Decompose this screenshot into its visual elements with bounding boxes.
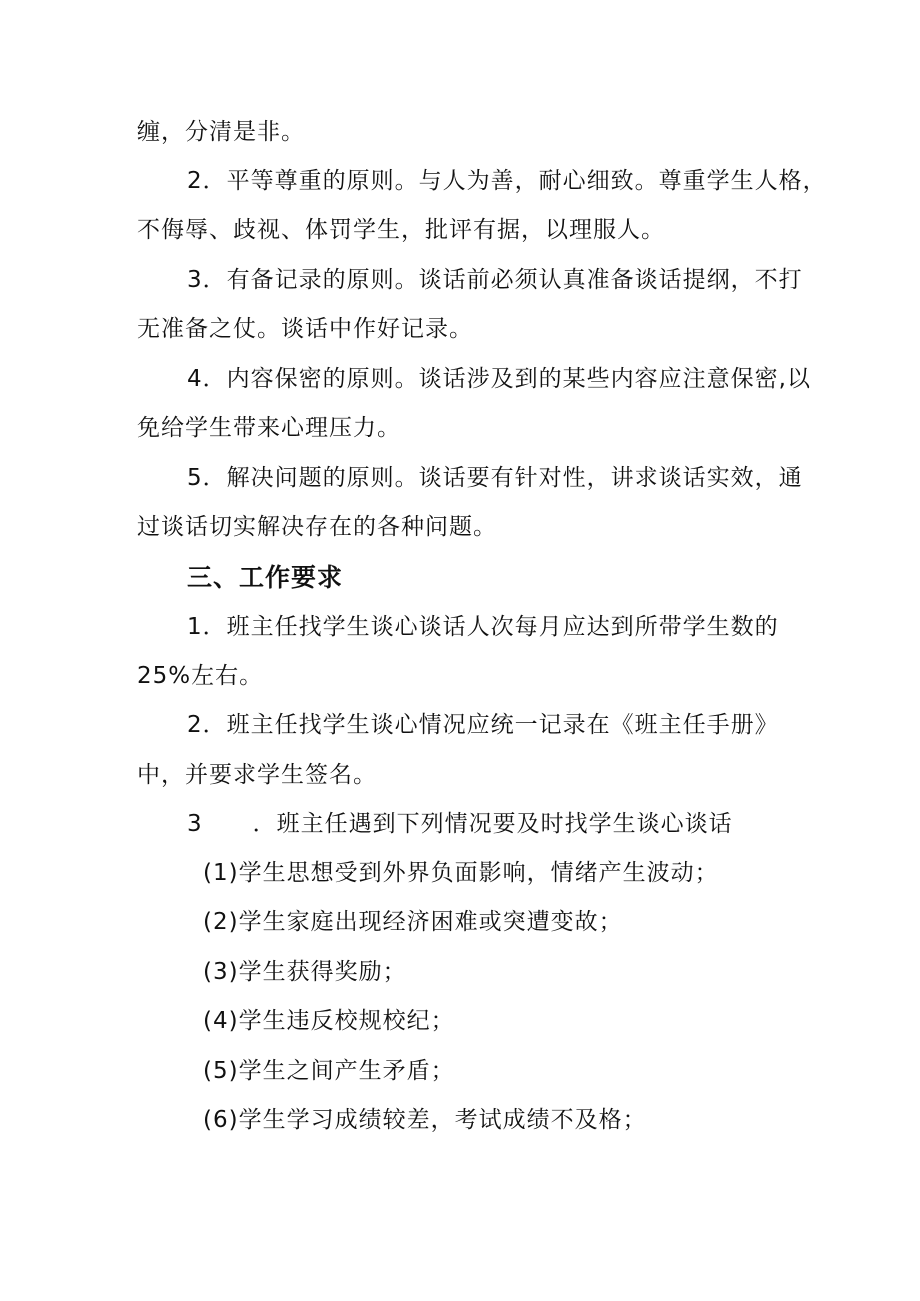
- principle-4: [187, 364, 811, 394]
- paragraph-line: 中，并要求学生签名。: [137, 762, 377, 788]
- principle-5: [187, 463, 803, 493]
- paragraph-line: 无准备之仗。谈话中作好记录。: [137, 316, 473, 342]
- list-item: (5)学生之间产生矛盾；: [203, 1058, 455, 1084]
- paragraph-text: ．解决问题的原则。谈话要有针对性，讲求谈话实效，通: [202, 465, 803, 491]
- paragraph-line: 免给学生带来心理压力。: [137, 415, 401, 441]
- list-number: 5: [187, 465, 203, 491]
- principle-3: [187, 265, 803, 295]
- requirement-2: [187, 710, 779, 740]
- list-number: 3: [187, 267, 203, 293]
- list-number: 1: [187, 614, 203, 640]
- paragraph-line: 过谈话切实解决存在的各种问题。: [137, 514, 497, 540]
- list-number: 3: [187, 811, 203, 837]
- paragraph-line: 25%左右。: [137, 663, 264, 689]
- list-item: (1)学生思想受到外界负面影响，情绪产生波动；: [203, 860, 719, 886]
- paragraph-text: ．班主任找学生谈心情况应统一记录在《班主任手册》: [202, 712, 779, 738]
- list-item: (6)学生学习成绩较差，考试成绩不及格；: [203, 1107, 647, 1133]
- requirement-1: [187, 612, 779, 642]
- paragraph-text: ．班主任找学生谈心谈话人次每月应达到所带学生数的: [202, 614, 779, 640]
- list-number: 2: [187, 712, 203, 738]
- list-number: 4: [187, 366, 203, 392]
- paragraph-line: 不侮辱、歧视、体罚学生，批评有据，以理服人。: [137, 217, 665, 243]
- paragraph-text: ．平等尊重的原则。与人为善，耐心细致。尊重学生人格，: [202, 168, 827, 194]
- section-heading: 三、工作要求: [187, 563, 344, 592]
- paragraph-text: ．有备记录的原则。谈话前必须认真准备谈话提纲，不打: [202, 267, 803, 293]
- paragraph-text: ．内容保密的原则。谈话涉及到的某些内容应注意保密,以: [202, 366, 811, 392]
- principle-2: [187, 166, 827, 196]
- list-item: (4)学生违反校规校纪；: [203, 1008, 455, 1034]
- paragraph-text: ．班主任遇到下列情况要及时找学生谈心谈话: [252, 811, 733, 837]
- paragraph-line: 缠，分清是非。: [137, 119, 305, 145]
- list-item: (3)学生获得奖励；: [203, 959, 407, 985]
- list-number: 2: [187, 168, 203, 194]
- requirement-3: [187, 809, 733, 839]
- list-item: (2)学生家庭出现经济困难或突遭变故；: [203, 909, 623, 935]
